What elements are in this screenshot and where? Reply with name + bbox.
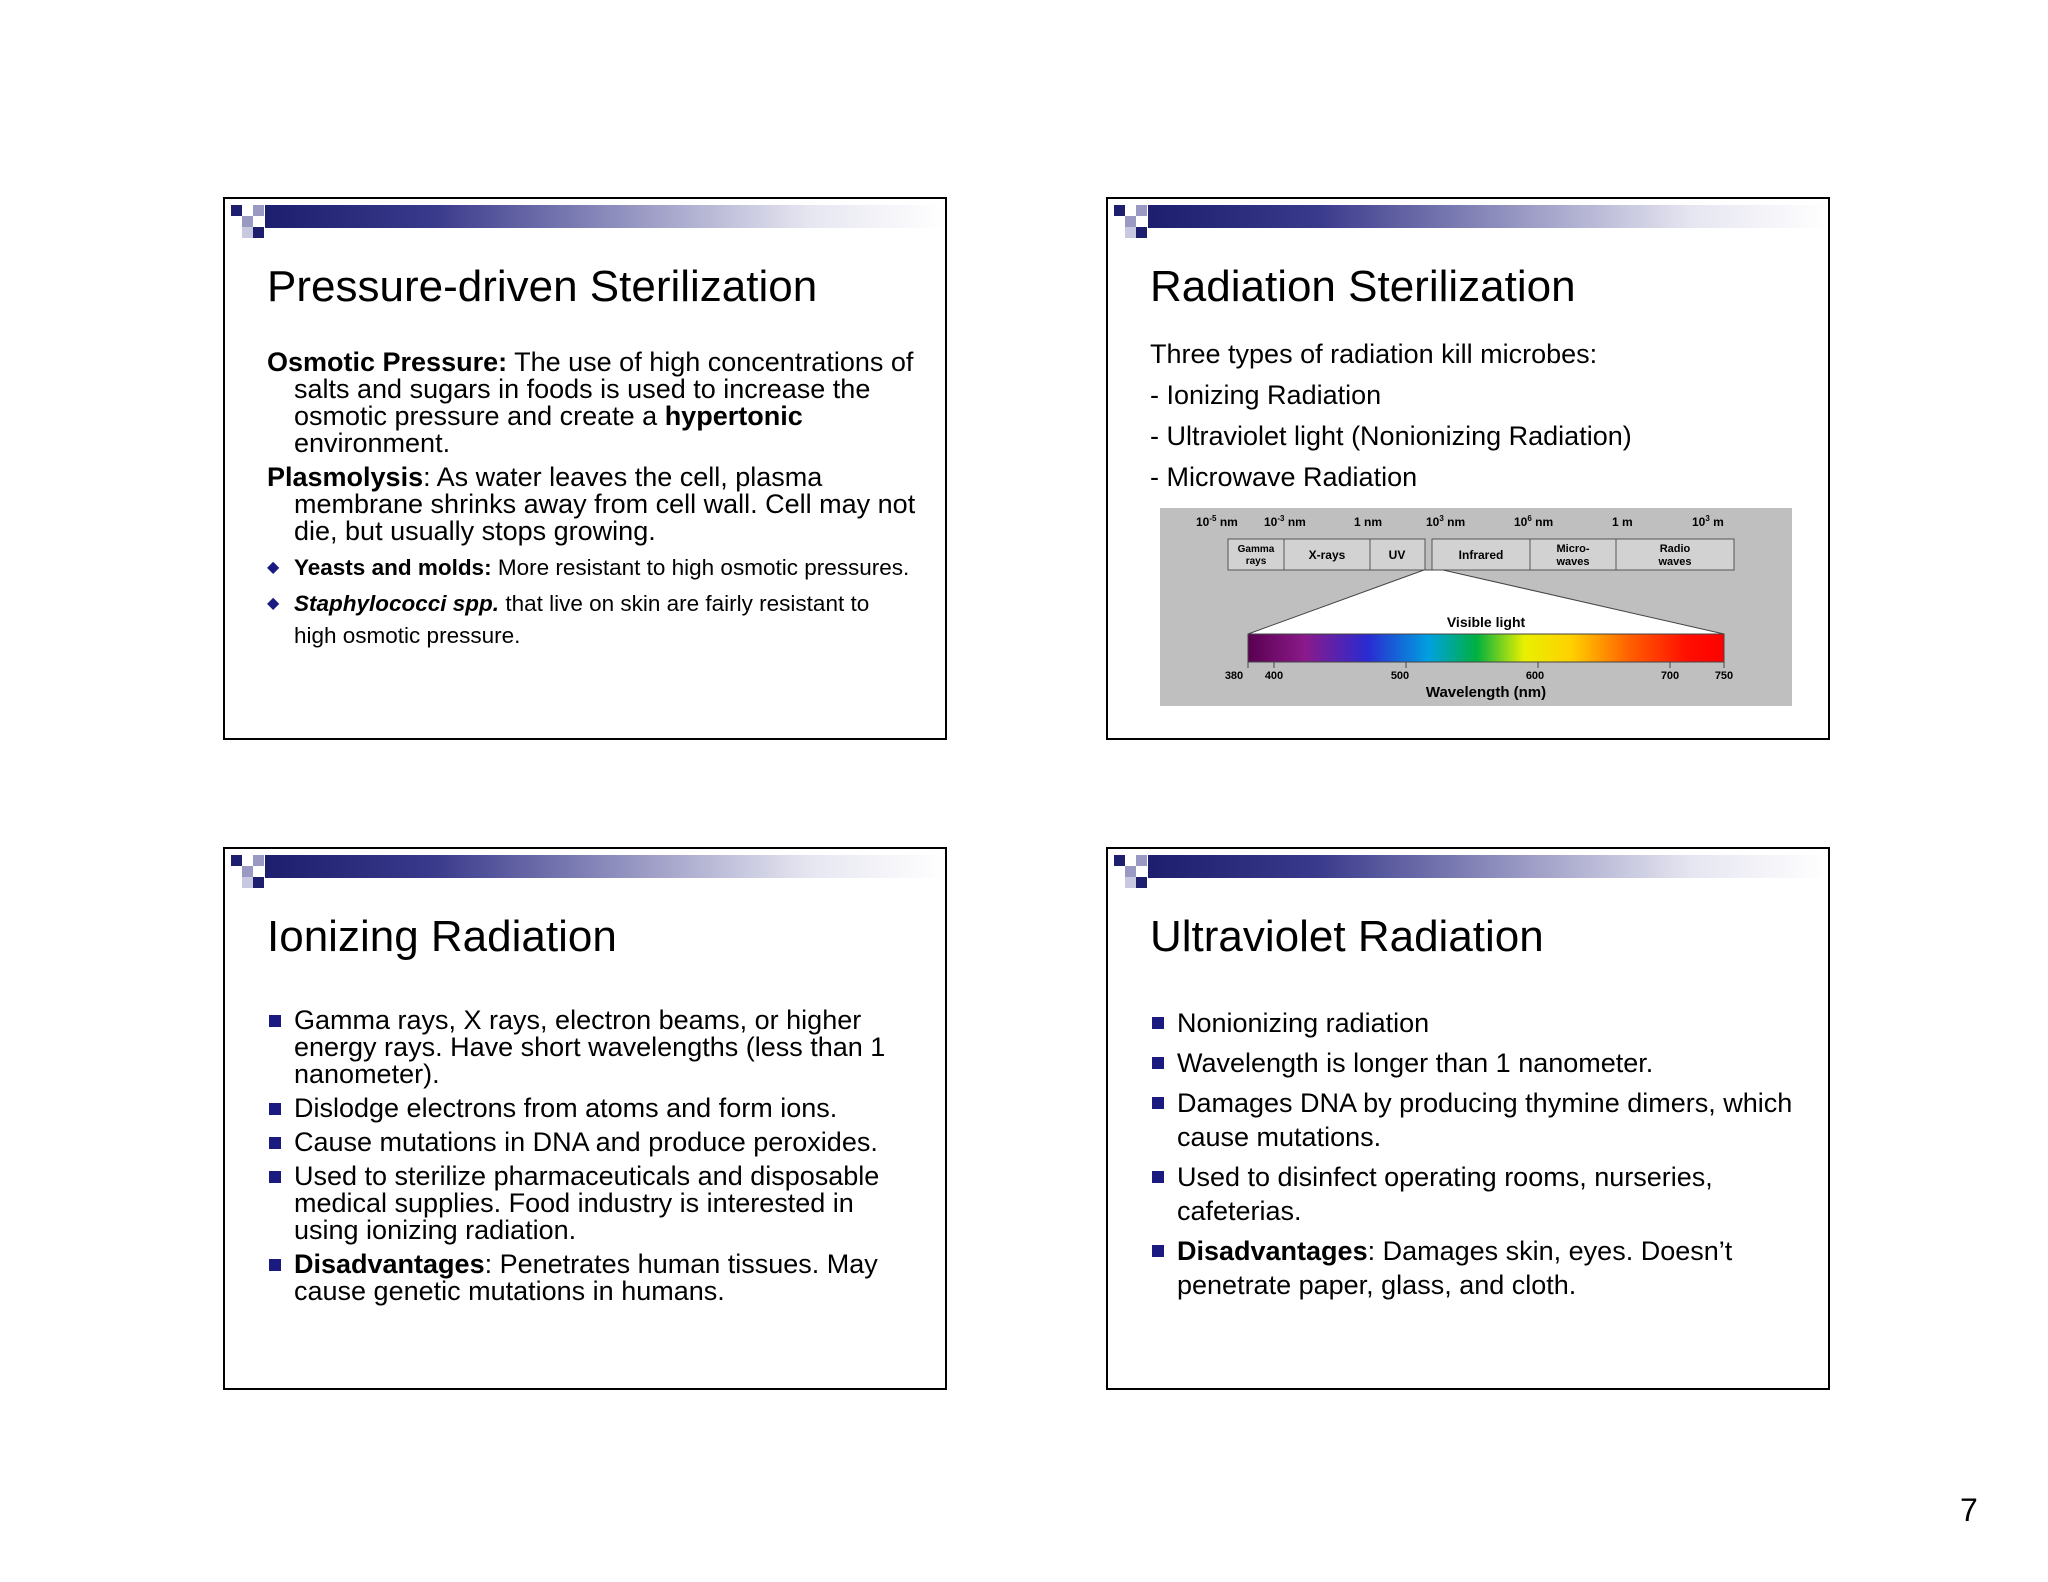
bottom-tick-label: 700 — [1660, 670, 1680, 682]
bottom-tick-label: 500 — [1390, 670, 1410, 682]
top-tick-label: 1 nm — [1354, 515, 1383, 529]
list-item: Disadvantages: Damages skin, eyes. Doesn’t penetrate paper, glass, and cloth. — [1150, 1234, 1800, 1302]
square-bullet-icon — [269, 1103, 281, 1115]
slide-header-decoration — [1108, 199, 1828, 244]
slide-ionizing-radiation — [223, 847, 947, 1390]
square-bullet-icon — [269, 1259, 281, 1271]
top-tick-label: $10^{-5}$ nm — [1196, 514, 1238, 529]
top-tick-label: $10^6$ nm — [1514, 514, 1554, 529]
diamond-bullet-icon: ◆ — [267, 559, 280, 576]
bottom-tick-label: 750 — [1714, 670, 1734, 682]
top-tick-label: $10^3$ nm — [1426, 514, 1466, 529]
band-label: X-rays — [1308, 548, 1346, 562]
slide-title: Ultraviolet Radiation — [1150, 912, 1544, 961]
slide-radiation-sterilization — [1106, 197, 1830, 740]
slide-title: Pressure-driven Sterilization — [267, 262, 818, 311]
body-line: - Ionizing Radiation — [1150, 380, 1382, 410]
band-label: waves — [1556, 556, 1590, 568]
list-item: Disadvantages: Penetrates human tissues. May cause genetic mutations in humans. — [267, 1251, 917, 1305]
list-item: Cause mutations in DNA and produce peroxides. — [267, 1129, 917, 1156]
square-bullet-icon — [1152, 1057, 1164, 1069]
band-label: Gamma — [1237, 544, 1275, 555]
body-line: - Microwave Radiation — [1150, 462, 1418, 492]
square-bullet-icon — [1152, 1097, 1164, 1109]
bottom-tick-label: 400 — [1264, 670, 1284, 682]
slide-body — [267, 349, 917, 652]
band-label: Micro- — [1556, 543, 1590, 555]
band-label: UV — [1388, 548, 1406, 562]
paragraph-osmotic-pressure: Osmotic Pressure: The use of high concentrations of salts and sugars in foods is used to increase the osmotic pressure and create a hypertonic environment. — [267, 347, 914, 458]
slide-body — [267, 1007, 917, 1312]
top-tick-label: $10^3$ m — [1692, 514, 1724, 529]
slide-body — [1150, 1006, 1800, 1308]
paragraph-plasmolysis: Plasmolysis: As water leaves the cell, plasma membrane shrinks away from cell wall. Cell may not die, but usually stops growing. — [267, 462, 916, 546]
slide-header-decoration — [1108, 849, 1828, 894]
slide-header-decoration — [225, 849, 945, 894]
list-item: Gamma rays, X rays, electron beams, or higher energy rays. Have short wavelengths (less than 1 nanometer). — [267, 1007, 917, 1088]
page-number: 7 — [1960, 1492, 1978, 1528]
bottom-tick-label: 380 — [1224, 670, 1244, 682]
list-item: ◆ Staphylococci spp. that live on skin are fairly resistant to high osmotic pressure. — [267, 588, 917, 652]
band-label: Infrared — [1458, 548, 1504, 562]
bullet-list — [267, 1007, 917, 1305]
square-bullet-icon — [269, 1137, 281, 1149]
square-bullet-icon — [1152, 1245, 1164, 1257]
slide-title: Ionizing Radiation — [267, 912, 617, 961]
bottom-tick-label: 600 — [1525, 670, 1545, 682]
list-item: Damages DNA by producing thymine dimers, which cause mutations. — [1150, 1086, 1800, 1154]
square-bullet-icon — [1152, 1017, 1164, 1029]
bullet-list — [1150, 1006, 1800, 1302]
visible-light-label: Visible light — [1446, 614, 1526, 630]
slide-header-decoration — [225, 199, 945, 244]
band-label: rays — [1245, 556, 1267, 567]
slide-ultraviolet-radiation — [1106, 847, 1830, 1390]
body-line: Three types of radiation kill microbes: — [1150, 339, 1598, 369]
list-item: Wavelength is longer than 1 nanometer. — [1150, 1046, 1800, 1080]
square-bullet-icon — [269, 1171, 281, 1183]
slide-pressure-driven-sterilization — [223, 197, 947, 740]
list-item: Dislodge electrons from atoms and form ions. — [267, 1095, 917, 1122]
top-tick-label: 1 m — [1612, 515, 1633, 529]
axis-label: Wavelength (nm) — [1425, 684, 1547, 701]
list-item: Nonionizing radiation — [1150, 1006, 1800, 1040]
top-tick-label: $10^{-3}$ nm — [1264, 514, 1306, 529]
slide-title: Radiation Sterilization — [1150, 262, 1576, 311]
band-label: Radio — [1659, 543, 1691, 555]
diamond-bullet-icon: ◆ — [267, 595, 280, 612]
list-item: ◆ Yeasts and molds: More resistant to high osmotic pressures. — [267, 552, 917, 584]
square-bullet-icon — [1152, 1171, 1164, 1183]
band-label: waves — [1658, 556, 1692, 568]
body-line: - Ultraviolet light (Nonionizing Radiation) — [1150, 421, 1632, 451]
square-bullet-icon — [269, 1015, 281, 1027]
slide-body — [1150, 334, 1800, 498]
list-item: Used to sterilize pharmaceuticals and disposable medical supplies. Food industry is interested in using ionizing radiation. — [267, 1163, 917, 1244]
electromagnetic-spectrum-figure — [1160, 508, 1792, 706]
list-item: Used to disinfect operating rooms, nurseries, cafeterias. — [1150, 1160, 1800, 1228]
